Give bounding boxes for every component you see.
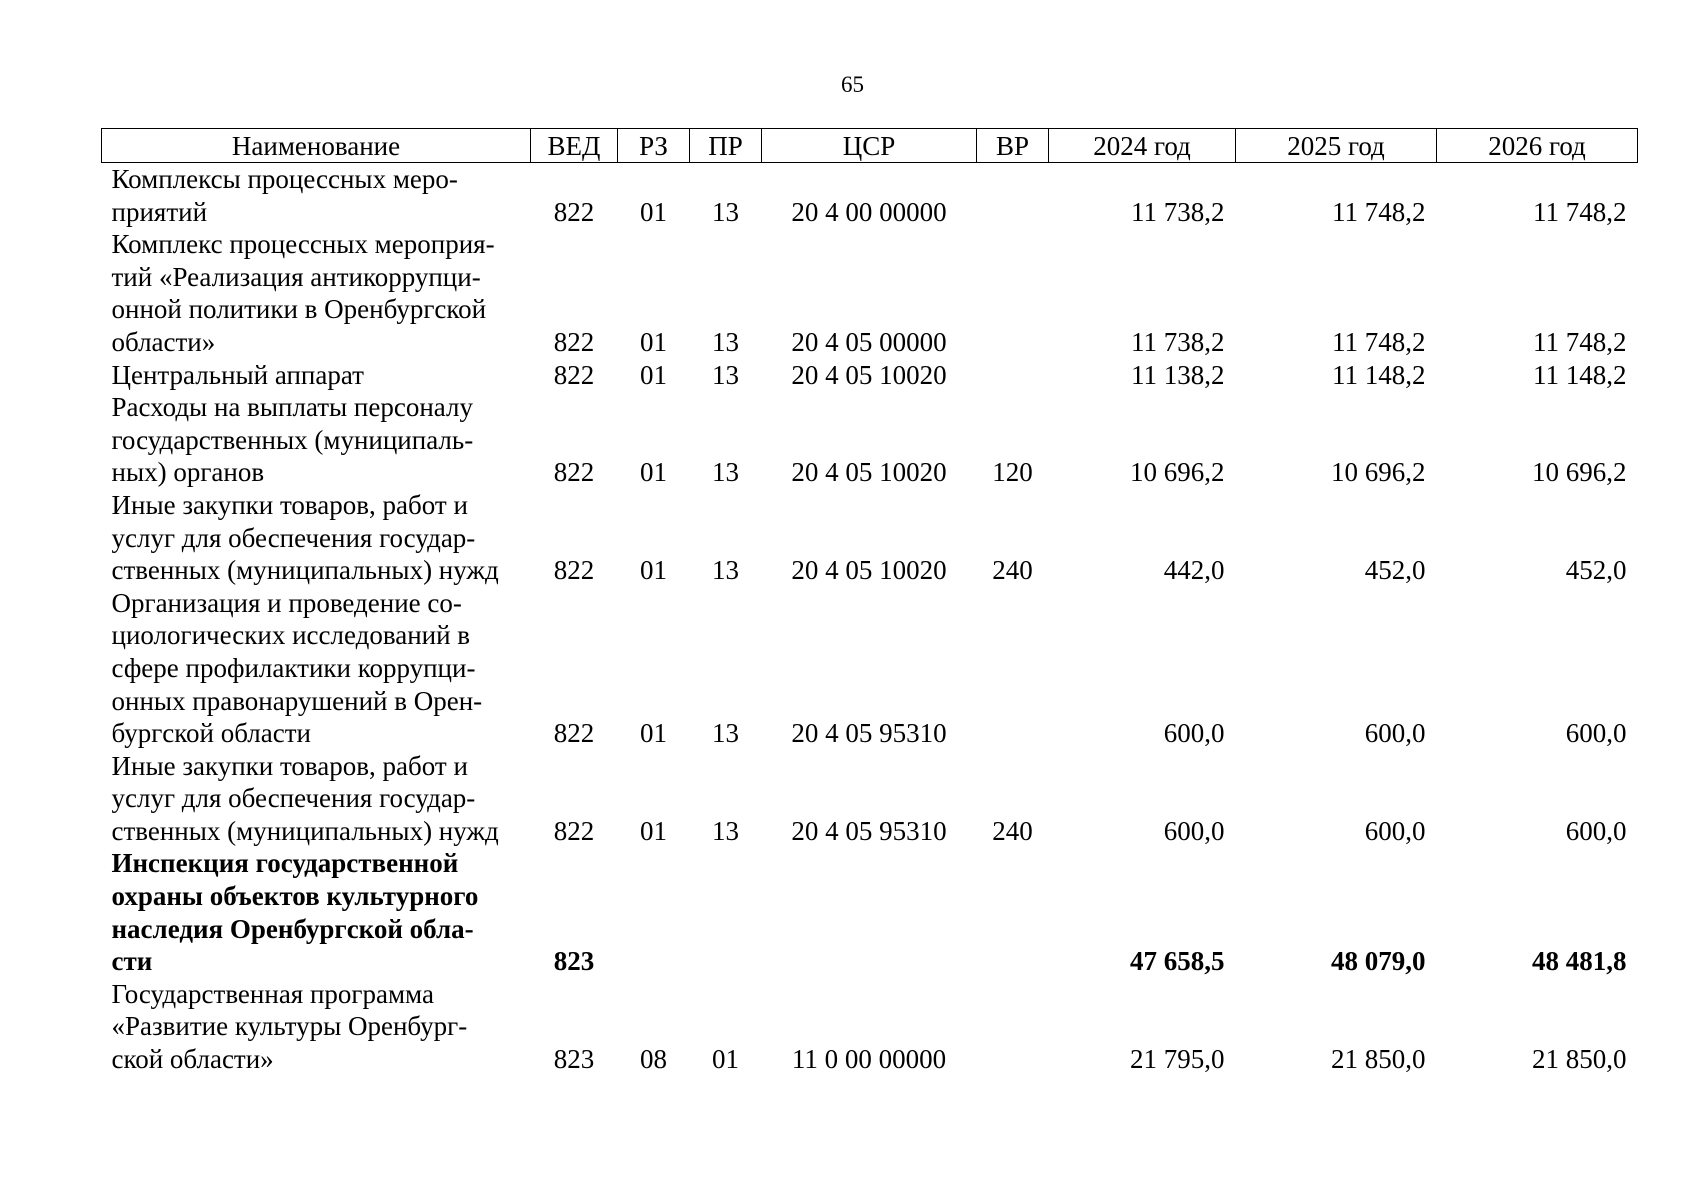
cell-csr: 20 4 05 00000 [791, 326, 947, 357]
cell-vr [977, 978, 1049, 1076]
cell-csr: 20 4 05 10020 [791, 555, 947, 586]
cell-rz: 01 [640, 359, 667, 390]
cell-name-line: Комплексы процессных меро- [111, 164, 458, 194]
table-row [102, 489, 1638, 587]
cell-name-line: ственных (муниципальных) нужд [111, 815, 499, 846]
cell-2024: 47 658,5 [1130, 946, 1225, 977]
header-2025: 2025 год [1236, 129, 1437, 163]
cell-name-line: охраны объектов культурного [111, 881, 479, 912]
cell-name-line: Иные закупки товаров, работ и [111, 750, 468, 781]
cell-rz: 01 [640, 196, 667, 227]
cell-2026: 600,0 [1565, 815, 1627, 846]
cell-2024: 11 738,2 [1131, 326, 1225, 357]
cell-name-line: услуг для обеспечения государ- [111, 522, 476, 553]
cell-name-line: бургской области [111, 718, 311, 749]
cell-name [102, 847, 531, 977]
cell-2025: 10 696,2 [1331, 457, 1426, 488]
cell-pr: 13 [712, 359, 739, 390]
cell-name-line: Государственная программа [111, 978, 434, 1009]
cell-pr: 13 [712, 815, 739, 846]
cell-ved: 822 [553, 815, 595, 846]
cell-name [102, 359, 531, 392]
header-ved: ВЕД [531, 129, 618, 163]
cell-csr: 20 4 05 95310 [791, 718, 947, 749]
cell-name-line: «Развитие культуры Оренбург- [111, 1011, 468, 1042]
cell-name-line: Инспекция государственной [111, 848, 459, 879]
cell-rz: 01 [640, 326, 667, 357]
cell-name [102, 978, 531, 1076]
cell-rz: 08 [640, 1044, 667, 1075]
cell-csr: 20 4 05 10020 [791, 359, 947, 390]
cell-vr [977, 359, 1049, 392]
cell-2026: 452,0 [1565, 555, 1627, 586]
cell-2025: 600,0 [1364, 815, 1426, 846]
cell-name-line: ской области» [111, 1044, 274, 1075]
cell-name [102, 750, 531, 848]
cell-ved: 822 [553, 326, 595, 357]
cell-vr: 240 [992, 555, 1033, 586]
cell-2024: 600,0 [1163, 718, 1225, 749]
cell-pr: 13 [712, 555, 739, 586]
cell-csr [762, 847, 977, 977]
cell-ved: 823 [553, 1044, 595, 1075]
cell-vr: 120 [992, 457, 1033, 488]
cell-2026: 600,0 [1565, 718, 1627, 749]
table-header [102, 129, 1638, 163]
cell-name-line: ственных (муниципальных) нужд [111, 555, 499, 586]
cell-csr: 11 0 00 00000 [791, 1044, 947, 1075]
cell-vr [977, 847, 1049, 977]
table-row [102, 359, 1638, 392]
table-row [102, 847, 1638, 977]
header-csr: ЦСР [762, 129, 977, 163]
cell-name-line: Иные закупки товаров, работ и [111, 489, 468, 520]
cell-name-line: наследия Оренбургской обла- [111, 913, 474, 944]
table-row [102, 228, 1638, 358]
cell-rz: 01 [640, 718, 667, 749]
cell-2024: 11 738,2 [1131, 196, 1225, 227]
header-2024: 2024 год [1049, 129, 1236, 163]
cell-2025: 21 850,0 [1331, 1044, 1426, 1075]
cell-2025: 48 079,0 [1331, 946, 1426, 977]
cell-ved: 822 [553, 718, 595, 749]
table-row [102, 978, 1638, 1076]
cell-pr: 13 [712, 457, 739, 488]
cell-name-line: Расходы на выплаты персоналу [111, 392, 473, 423]
cell-name-line: Центральный аппарат [111, 359, 364, 390]
cell-name-line: циологических исследований в [111, 620, 471, 651]
cell-2025: 11 748,2 [1332, 326, 1426, 357]
cell-ved: 822 [553, 359, 595, 390]
cell-csr: 20 4 00 00000 [791, 196, 947, 227]
budget-table [101, 128, 1638, 1076]
cell-2025: 452,0 [1364, 555, 1426, 586]
table-row [102, 750, 1638, 848]
cell-2025: 11 148,2 [1332, 359, 1426, 390]
cell-rz: 01 [640, 815, 667, 846]
cell-pr: 13 [712, 718, 739, 749]
cell-ved: 822 [553, 196, 595, 227]
cell-name-line: услуг для обеспечения государ- [111, 783, 476, 814]
cell-2024: 10 696,2 [1130, 457, 1225, 488]
cell-vr [977, 587, 1049, 750]
cell-name [102, 391, 531, 489]
header-2026: 2026 год [1437, 129, 1638, 163]
header-rz: РЗ [618, 129, 690, 163]
header-vr: ВР [977, 129, 1049, 163]
cell-pr: 13 [712, 326, 739, 357]
cell-2026: 48 481,8 [1532, 946, 1627, 977]
cell-name-line: сти [111, 946, 153, 977]
cell-vr: 240 [992, 815, 1033, 846]
cell-2024: 21 795,0 [1130, 1044, 1225, 1075]
cell-name-line: онной политики в Оренбургской [111, 294, 487, 325]
cell-csr: 20 4 05 95310 [791, 815, 947, 846]
cell-ved: 822 [553, 555, 595, 586]
header-pr: ПР [690, 129, 762, 163]
cell-2025: 11 748,2 [1332, 196, 1426, 227]
cell-name-line: области» [111, 326, 216, 357]
cell-vr [977, 228, 1049, 358]
cell-2026: 11 748,2 [1533, 196, 1627, 227]
cell-2025: 600,0 [1364, 718, 1426, 749]
cell-name [102, 163, 531, 229]
cell-2026: 11 148,2 [1533, 359, 1627, 390]
cell-ved: 822 [553, 457, 595, 488]
cell-csr: 20 4 05 10020 [791, 457, 947, 488]
cell-rz [618, 847, 690, 977]
cell-vr [977, 163, 1049, 229]
table-row [102, 163, 1638, 229]
cell-2024: 600,0 [1163, 815, 1225, 846]
cell-name-line: Комплекс процессных мероприя- [111, 229, 495, 260]
header-name: Наименование [102, 129, 531, 163]
cell-name-line: приятий [111, 196, 208, 227]
cell-2026: 11 748,2 [1533, 326, 1627, 357]
cell-pr: 13 [712, 196, 739, 227]
cell-name-line: государственных (муниципаль- [111, 424, 474, 455]
cell-name-line: Организация и проведение со- [111, 587, 462, 618]
cell-2024: 11 138,2 [1131, 359, 1225, 390]
cell-name-line: сфере профилактики коррупци- [111, 652, 476, 683]
table-row [102, 391, 1638, 489]
cell-name [102, 489, 531, 587]
cell-pr [690, 847, 762, 977]
cell-2024: 442,0 [1163, 555, 1225, 586]
cell-pr: 01 [712, 1044, 739, 1075]
cell-rz: 01 [640, 457, 667, 488]
cell-name-line: ных) органов [111, 457, 265, 488]
table-body [102, 163, 1638, 1076]
cell-rz: 01 [640, 555, 667, 586]
cell-2026: 21 850,0 [1532, 1044, 1627, 1075]
cell-ved: 823 [553, 946, 595, 977]
cell-name-line: тий «Реализация антикоррупци- [111, 261, 481, 292]
table-row [102, 587, 1638, 750]
page-number: 65 [841, 72, 864, 97]
cell-name [102, 587, 531, 750]
cell-name [102, 228, 531, 358]
cell-2026: 10 696,2 [1532, 457, 1627, 488]
cell-name-line: онных правонарушений в Орен- [111, 685, 483, 716]
